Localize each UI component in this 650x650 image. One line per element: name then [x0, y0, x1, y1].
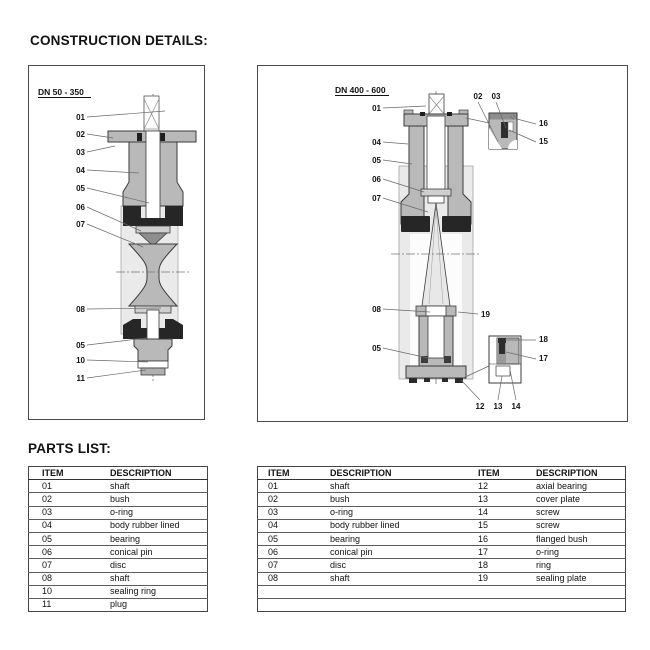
table-header-row — [29, 467, 208, 480]
table-row — [258, 572, 626, 585]
description-cell: conical pin — [322, 546, 472, 559]
callout-19: 19 — [481, 310, 490, 319]
flange-rim-left — [404, 110, 413, 114]
foot-left — [409, 378, 417, 383]
callout-06: 06 — [76, 203, 85, 212]
upper-shaft-shape — [146, 131, 160, 231]
table-row — [258, 519, 626, 532]
callout-05: 05 — [76, 184, 85, 193]
pin-plate-shape — [421, 189, 451, 196]
callout-02: 02 — [473, 92, 483, 101]
item-cell: 08 — [29, 572, 111, 585]
description-cell: disc — [322, 559, 472, 572]
item-cell: 11 — [29, 598, 111, 611]
col-header-description: DESCRIPTION — [322, 467, 472, 480]
description-cell: shaft — [322, 480, 472, 493]
description-cell — [530, 585, 626, 598]
dn-range-label-left: DN 50 - 350 — [38, 87, 84, 97]
description-cell: body rubber lined — [322, 519, 472, 532]
callout-08: 08 — [76, 305, 85, 314]
valve-cross-section — [391, 91, 481, 384]
item-cell: 07 — [258, 559, 323, 572]
item-cell: 06 — [29, 546, 111, 559]
table-row — [29, 585, 208, 598]
description-cell: o-ring — [322, 506, 472, 519]
item-cell: 17 — [472, 546, 530, 559]
description-cell: ring — [530, 559, 626, 572]
valve-cross-section — [108, 94, 196, 381]
callout-01: 01 — [76, 113, 85, 122]
description-cell: conical pin — [110, 546, 208, 559]
foot-inner-right — [442, 378, 448, 382]
parts-table-left — [28, 466, 208, 612]
item-cell: 18 — [472, 559, 530, 572]
table-row — [258, 598, 626, 611]
callout-08: 08 — [372, 305, 381, 314]
item-cell: 08 — [258, 572, 323, 585]
table-row — [29, 506, 208, 519]
description-cell: screw — [530, 519, 626, 532]
col-header-description: DESCRIPTION — [110, 467, 208, 480]
description-cell: o-ring — [110, 506, 208, 519]
item-cell: 03 — [258, 506, 323, 519]
table-header-row — [258, 467, 626, 480]
bottom-flange-shape — [406, 366, 466, 378]
axial-bearing-slot — [496, 366, 510, 376]
col-header-item: ITEM — [472, 467, 530, 480]
table-row — [258, 546, 626, 559]
callout-04: 04 — [372, 138, 381, 147]
item-cell: 02 — [258, 493, 323, 506]
callout-12: 12 — [475, 402, 485, 411]
description-cell: plug — [110, 598, 208, 611]
item-cell: 03 — [29, 506, 111, 519]
item-cell: 04 — [29, 519, 111, 532]
lower-shaft-shape — [428, 316, 444, 358]
screw-slot-shape — [508, 122, 513, 131]
upper-detail-inset — [466, 113, 517, 149]
callout-15: 15 — [539, 137, 548, 146]
table-row — [258, 532, 626, 545]
callout-04: 04 — [76, 166, 85, 175]
description-cell: bearing — [110, 532, 208, 545]
table-row — [258, 480, 626, 493]
description-cell: bush — [110, 493, 208, 506]
item-cell: 05 — [29, 532, 111, 545]
callout-18: 18 — [539, 335, 548, 344]
construction-details-title: CONSTRUCTION DETAILS: — [30, 33, 208, 48]
bearing-mark-right — [444, 356, 451, 363]
pin-hub-shape — [428, 196, 444, 203]
item-cell: 04 — [258, 519, 323, 532]
item-cell — [258, 598, 323, 611]
valve-drawing-dn400-600 — [258, 66, 627, 421]
callout-01: 01 — [372, 104, 381, 113]
lower-shaft-hub-shape — [426, 306, 446, 316]
item-cell: 16 — [472, 532, 530, 545]
upper-seal-left — [401, 216, 430, 232]
item-cell: 13 — [472, 493, 530, 506]
callout-16: 16 — [539, 119, 548, 128]
description-cell: flanged bush — [530, 532, 626, 545]
diagram-panel-dn400-600 — [257, 65, 628, 422]
upper-seal-right — [442, 216, 471, 232]
description-cell: bearing — [322, 532, 472, 545]
item-cell — [472, 585, 530, 598]
diagram-panel-dn50-350 — [28, 65, 205, 420]
callout-05-lower: 05 — [372, 344, 381, 353]
item-cell — [258, 585, 323, 598]
item-cell: 19 — [472, 572, 530, 585]
parts-list-title: PARTS LIST: — [28, 441, 111, 456]
col-header-item: ITEM — [258, 467, 323, 480]
valve-drawing-dn50-350 — [29, 66, 204, 419]
description-cell — [322, 598, 472, 611]
upper-shaft-shape — [427, 116, 445, 194]
description-cell: axial bearing — [530, 480, 626, 493]
item-cell: 12 — [472, 480, 530, 493]
item-cell: 07 — [29, 559, 111, 572]
table-row — [258, 585, 626, 598]
item-cell: 05 — [258, 532, 323, 545]
description-cell: disc — [110, 559, 208, 572]
flange-rim-right — [459, 110, 468, 114]
item-cell: 10 — [29, 585, 111, 598]
item-cell: 14 — [472, 506, 530, 519]
o-ring-right-shape — [160, 133, 165, 141]
description-cell: shaft — [110, 572, 208, 585]
callout-07: 07 — [372, 194, 381, 203]
table-row — [29, 480, 208, 493]
callout-06: 06 — [372, 175, 381, 184]
item-cell: 02 — [29, 493, 111, 506]
description-cell: sealing ring — [110, 585, 208, 598]
col-header-item: ITEM — [29, 467, 111, 480]
parts-table-right — [257, 466, 626, 612]
screw-shape — [499, 338, 505, 354]
callout-17: 17 — [539, 354, 548, 363]
description-cell: shaft — [322, 572, 472, 585]
bottom-neck-shape — [134, 339, 172, 361]
table-row — [29, 493, 208, 506]
callout-14: 14 — [511, 402, 521, 411]
table-row — [29, 546, 208, 559]
table-row — [29, 598, 208, 611]
callout-10: 10 — [76, 356, 85, 365]
callout-02: 02 — [76, 130, 85, 139]
description-cell: body rubber lined — [110, 519, 208, 532]
bush-mark-left — [420, 112, 425, 116]
table-row — [29, 532, 208, 545]
table-row — [29, 559, 208, 572]
callout-03: 03 — [76, 148, 85, 157]
foot-inner-left — [424, 378, 430, 382]
item-cell: 15 — [472, 519, 530, 532]
description-cell — [322, 585, 472, 598]
description-cell: bush — [322, 493, 472, 506]
callout-05-lower: 05 — [76, 341, 85, 350]
item-cell: 01 — [258, 480, 323, 493]
item-cell — [472, 598, 530, 611]
bush-mark-right — [447, 112, 452, 116]
table-row — [258, 559, 626, 572]
callout-07: 07 — [76, 220, 85, 229]
description-cell: shaft — [110, 480, 208, 493]
callout-13: 13 — [493, 402, 503, 411]
table-row — [258, 506, 626, 519]
col-header-description: DESCRIPTION — [530, 467, 626, 480]
plug-shape — [141, 368, 165, 375]
table-row — [29, 519, 208, 532]
description-cell: o-ring — [530, 546, 626, 559]
callout-labels — [76, 113, 85, 383]
description-cell: screw — [530, 506, 626, 519]
table-row — [258, 493, 626, 506]
item-cell: 06 — [258, 546, 323, 559]
callout-11: 11 — [76, 374, 85, 383]
table-row — [29, 572, 208, 585]
dn-range-label-right: DN 400 - 600 — [335, 85, 386, 95]
pin-plate-shape — [136, 226, 170, 233]
description-cell: sealing plate — [530, 572, 626, 585]
callout-05: 05 — [372, 156, 381, 165]
item-cell: 01 — [29, 480, 111, 493]
o-ring-left-shape — [137, 133, 142, 141]
description-cell: cover plate — [530, 493, 626, 506]
description-cell — [530, 598, 626, 611]
callout-03: 03 — [491, 92, 501, 101]
